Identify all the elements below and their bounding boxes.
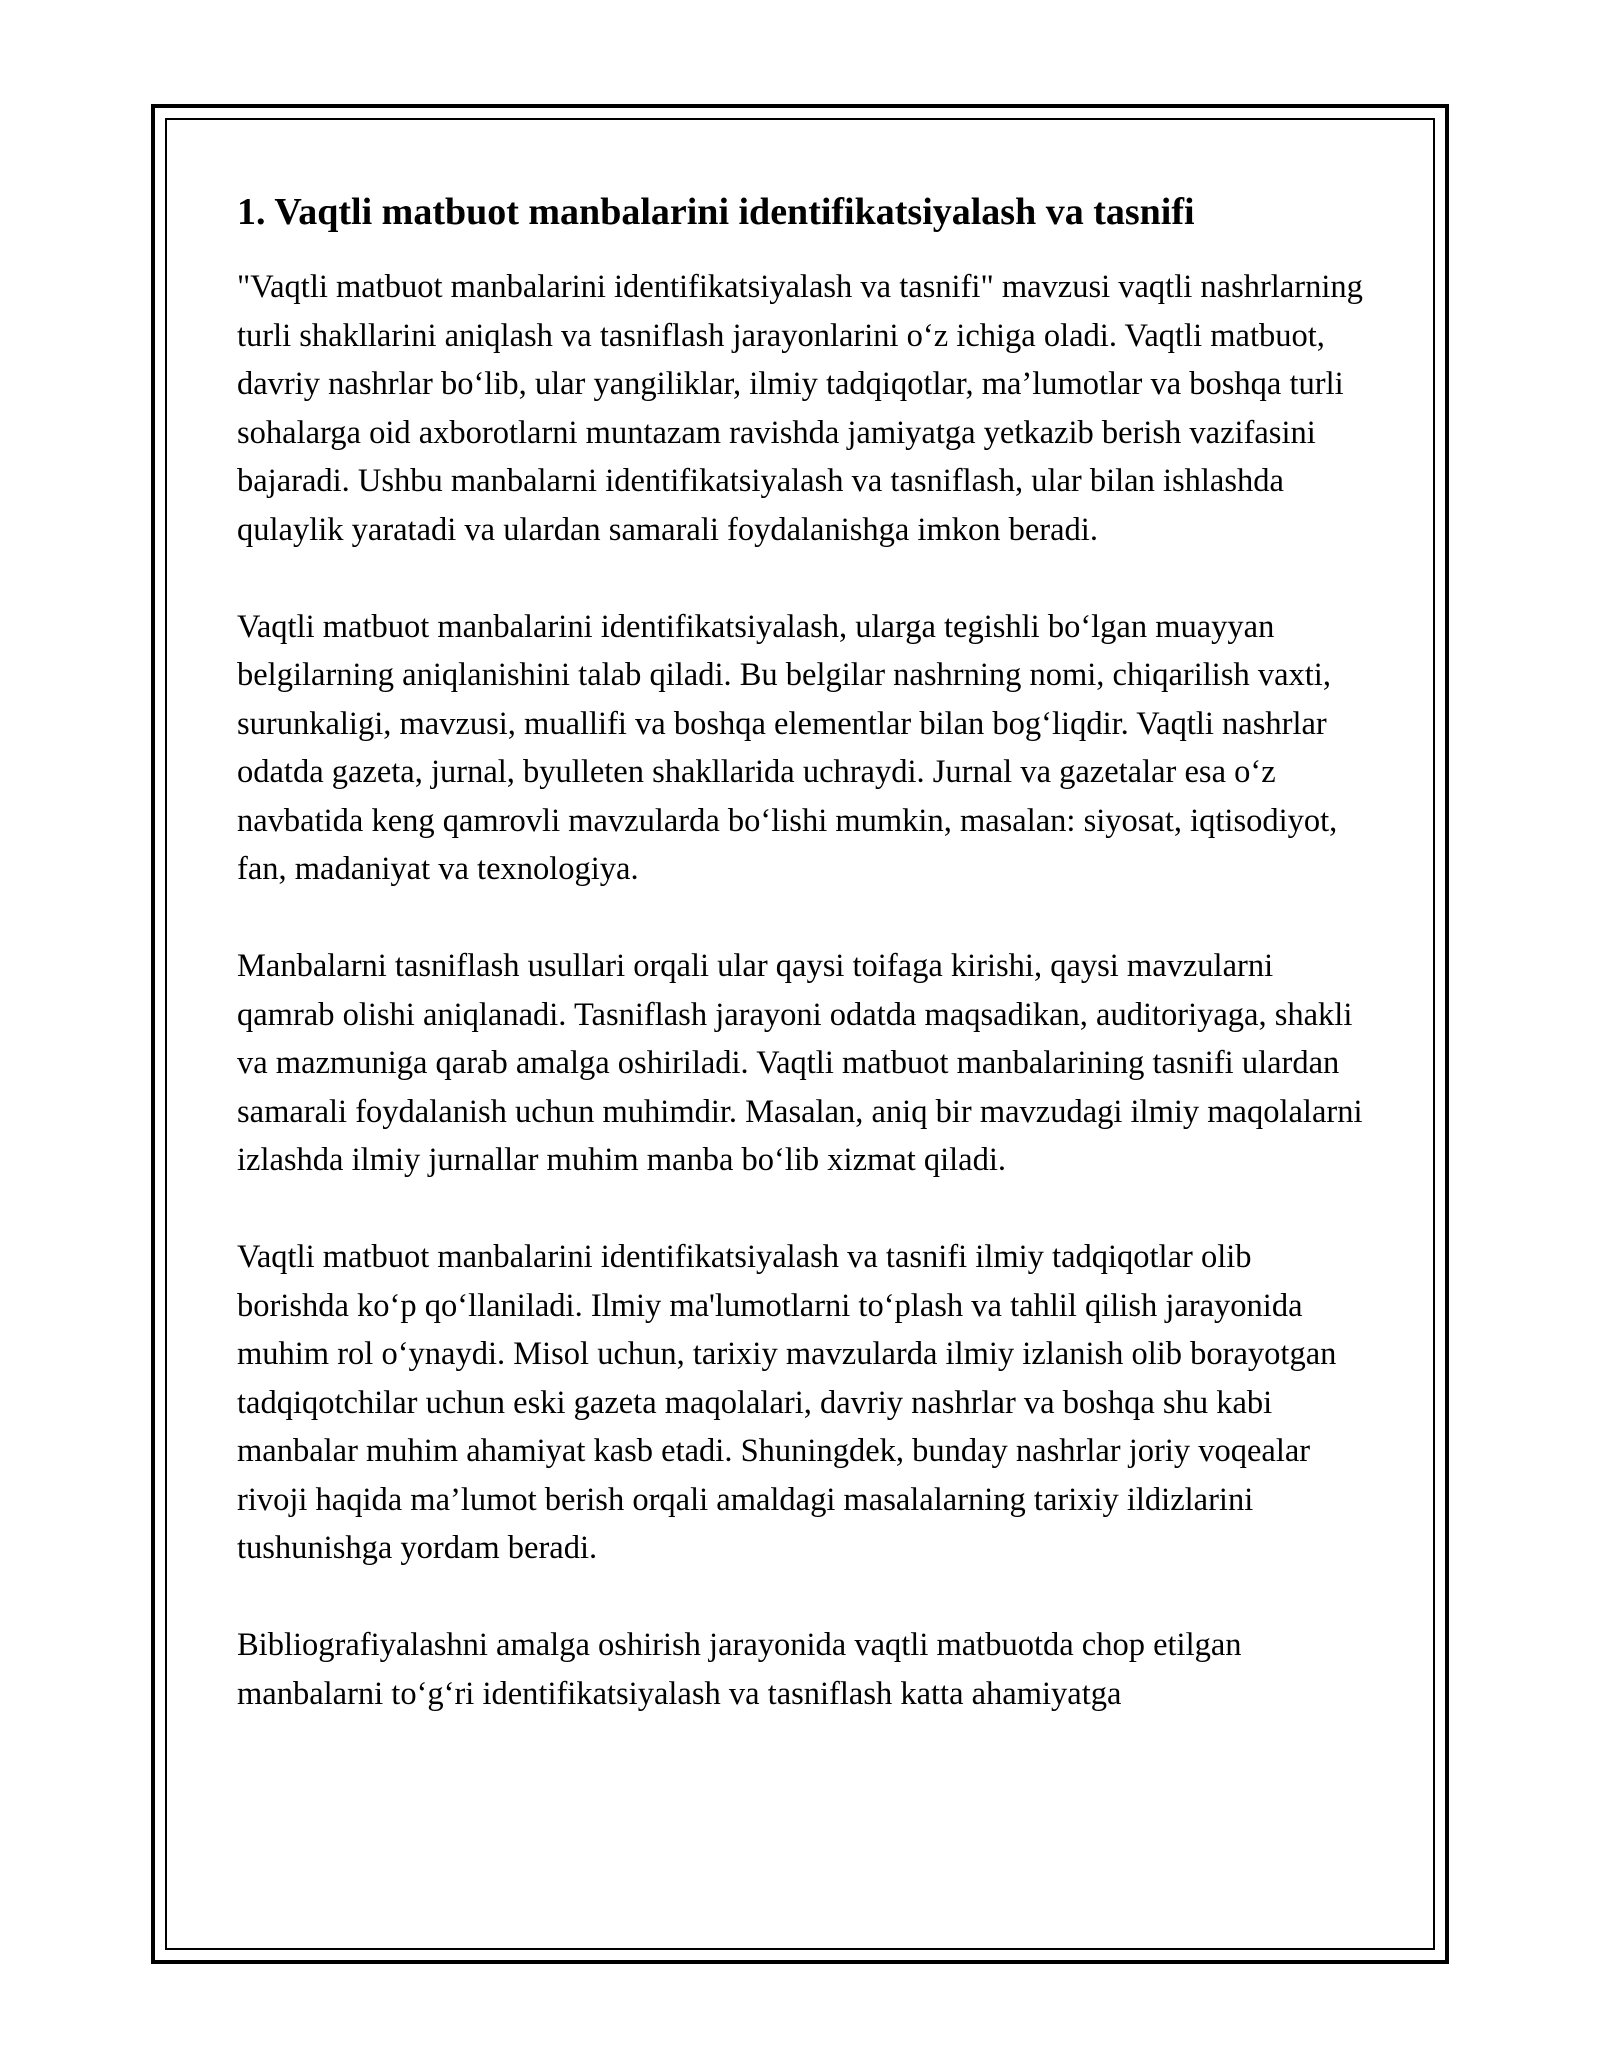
paragraph-5: Bibliografiyalashni amalga oshirish jarayonida vaqtli matbuotda chop etilgan manbalarni to‘g‘ri identifikatsiyalash va tasniflash katta ahamiyatga [237, 1627, 1242, 1712]
paragraph-1: "Vaqtli matbuot manbalarini identifikatsiyalash va tasnifi" mavzusi vaqtli nashrlarning turli shakllarini aniqlash va tasniflash jarayonlarini o‘z ichiga oladi. Vaqtli matbuot, davriy nashrlar bo‘lib, ular yangiliklar, ilmiy tadqiqotlar, ma’lumotlar va boshqa turli sohalarga oid axborotlarni muntazam ravishda jamiyatga yetkazib berish vazifasini bajaradi. Ushbu manbalarni identifikatsiyalash va tasniflash, ular bilan ishlashda qulaylik yaratadi va ulardan samarali foydalanishga imkon beradi. [237, 269, 1363, 548]
paragraph-3: Manbalarni tasniflash usullari orqali ular qaysi toifaga kirishi, qaysi mavzularni qamrab olishi aniqlanadi. Tasniflash jarayoni odatda maqsadikan, auditoriyaga, shakli va mazmuniga qarab amalga oshiriladi. Vaqtli matbuot manbalarining tasnifi ulardan samarali foydalanish uchun muhimdir. Masalan, aniq bir mavzudagi ilmiy maqolalarni izlashda ilmiy jurnallar muhim manba bo‘lib xizmat qiladi. [237, 948, 1363, 1178]
section-heading: 1. Vaqtli matbuot manbalarini identifikatsiyalash va tasnifi [237, 191, 1195, 233]
paragraph-4: Vaqtli matbuot manbalarini identifikatsiyalash va tasnifi ilmiy tadqiqotlar olib borishda ko‘p qo‘llaniladi. Ilmiy ma'lumotlarni to‘plash va tahlil qilish jarayonida muhim rol o‘ynaydi. Misol uchun, tarixiy mavzularda ilmiy izlanish olib borayotgan tadqiqotchilar uchun eski gazeta maqolalari, davriy nashrlar va boshqa shu kabi manbalar muhim ahamiyat kasb etadi. Shuningdek, bunday nashrlar joriy voqealar rivoji haqida ma’lumot berish orqali amaldagi masalalarning tarixiy ildizlarini tushunishga yordam beradi. [237, 1239, 1337, 1566]
paragraph-2: Vaqtli matbuot manbalarini identifikatsiyalash, ularga tegishli bo‘lgan muayyan belgilarning aniqlanishini talab qiladi. Bu belgilar nashrning nomi, chiqarilish vaxti, surunkaligi, mavzusi, muallifi va boshqa elementlar bilan bog‘liqdir. Vaqtli nashrlar odatda gazeta, jurnal, byulleten shakllarida uchraydi. Jurnal va gazetalar esa o‘z navbatida keng qamrovli mavzularda bo‘lishi mumkin, masalan: siyosat, iqtisodiyot, fan, madaniyat va texnologiya. [237, 608, 1338, 887]
document-body [237, 188, 1367, 1718]
